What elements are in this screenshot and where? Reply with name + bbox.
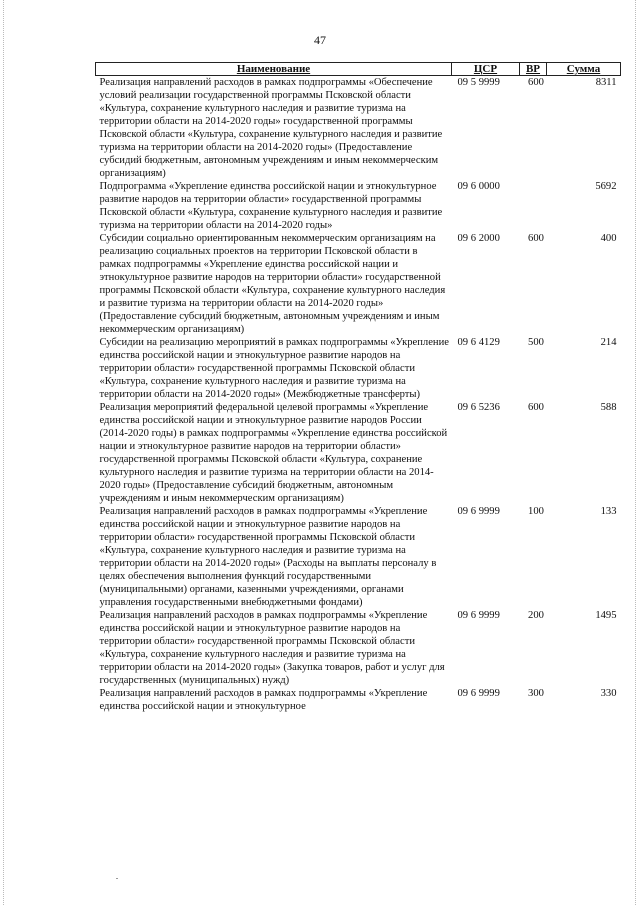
row-sum: 214: [600, 337, 617, 348]
scan-speck: [116, 878, 118, 879]
row-vr: [520, 180, 547, 232]
row-csr: 09 6 0000: [457, 181, 500, 192]
row-csr: 09 6 9999: [457, 506, 500, 517]
row-name: Реализация мероприятий федеральной целевой программы «Укрепление единства российской нации и этнокультурное развитие народов России (2014-2020 годы) в рамках подпрограммы «Укрепление единства российской нации и этнокультурное развитие народов на территории области» государственной программы Псковской области «Культура, сохранение культурного наследия и развитие туризма на территории области на 2014-2020 годы» (Предоставление субсидий бюджетным, автономным учреждениям и иным некоммерческим организациям): [99, 402, 448, 504]
row-csr: 09 6 2000: [457, 233, 500, 244]
row-sum: 5692: [595, 181, 617, 192]
row-name: Реализация направлений расходов в рамках подпрограммы «Укрепление единства российской нации и этнокультурное развитие народов на территории области» государственной программы Псковской области «Культура, сохранение культурного наследия и развитие туризма на территории области на 2014-2020 годы» (Расходы на выплаты персоналу в целях обеспечения выполнения функций государственными (муниципальными) органами, казенными учреждениями, органами управления государственными внебюджетными фондами): [99, 506, 437, 608]
row-csr: 09 5 9999: [457, 77, 500, 88]
table-row: [96, 609, 621, 687]
row-sum: 133: [600, 506, 617, 517]
page-number: 47: [314, 33, 326, 47]
table-row: [96, 336, 621, 401]
row-csr: 09 6 5236: [457, 402, 500, 413]
row-vr: 600: [528, 233, 544, 244]
table-row: [96, 505, 621, 609]
row-name: Реализация направлений расходов в рамках подпрограммы «Укрепление единства российской нации и этнокультурное развитие народов на территории области» государственной программы Псковской области «Культура, сохранение культурного наследия и развитие туризма на территории области на 2014-2020 годы» (Закупка товаров, работ и услуг для государственных (муниципальных) нужд): [99, 610, 445, 686]
row-vr: 600: [528, 402, 544, 413]
row-csr: 09 6 9999: [457, 688, 500, 699]
row-vr: 200: [528, 610, 544, 621]
table-row: [96, 180, 621, 232]
row-sum: 588: [600, 402, 617, 413]
row-sum: 8311: [595, 77, 617, 88]
header-csr: ЦСР: [452, 63, 520, 76]
row-vr: 600: [528, 77, 544, 88]
row-sum: 330: [600, 688, 617, 699]
table-row: [96, 76, 621, 181]
row-name: Реализация направлений расходов в рамках подпрограммы «Обеспечение условий реализации государственной программы Псковской области «Культура, сохранение культурного наследия и развитие туризма на территории области на 2014-2020 годы» государственной программы Псковской области «Культура, сохранение культурного наследия и развитие туризма на территории области на 2014-2020 годы» (Предоставление субсидий бюджетным, автономным учреждениям и иным некоммерческим организациям): [99, 77, 443, 179]
row-name: Субсидии социально ориентированным некоммерческим организациям на реализацию социальных проектов на территории Псковской области в рамках подпрограммы «Укрепление единства российской нации и этнокультурное развитие народов на территории области» государственной программы Псковской области «Культура, сохранение культурного наследия и развитие туризма на территории области на 2014-2020 годы» (Предоставление субсидий бюджетным, автономным учреждениям и иным некоммерческим организациям): [99, 233, 446, 335]
table-row: [96, 232, 621, 336]
row-name: Реализация направлений расходов в рамках подпрограммы «Укрепление единства российской нации и этнокультурное: [99, 688, 428, 712]
header-sum: Сумма: [547, 63, 621, 76]
row-vr: 500: [528, 337, 544, 348]
scan-edge-right: [635, 0, 636, 905]
row-name: Субсидии на реализацию мероприятий в рамках подпрограммы «Укрепление единства российской нации и этнокультурное развитие народов на территории области» государственной программы Псковской области «Культура, сохранение культурного наследия и развитие туризма на территории области на 2014-2020 годы» (Межбюджетные трансферты): [99, 337, 449, 400]
table-row: [96, 687, 621, 713]
row-name: Подпрограмма «Укрепление единства российской нации и этнокультурное развитие народов на территории области» государственной программы Псковской области «Культура, сохранение культурного наследия и развитие туризма на территории области на 2014-2020 годы»: [99, 181, 443, 231]
header-name: Наименование: [96, 63, 452, 76]
row-sum: 1495: [595, 610, 617, 621]
row-sum: 400: [600, 233, 617, 244]
table-row: [96, 401, 621, 505]
row-vr: 100: [528, 506, 544, 517]
table-header-row: [96, 63, 621, 76]
row-vr: 300: [528, 688, 544, 699]
budget-table: [95, 62, 621, 713]
row-csr: 09 6 9999: [457, 610, 500, 621]
header-vr: ВР: [520, 63, 547, 76]
scan-edge-left: [3, 0, 4, 905]
row-csr: 09 6 4129: [457, 337, 500, 348]
